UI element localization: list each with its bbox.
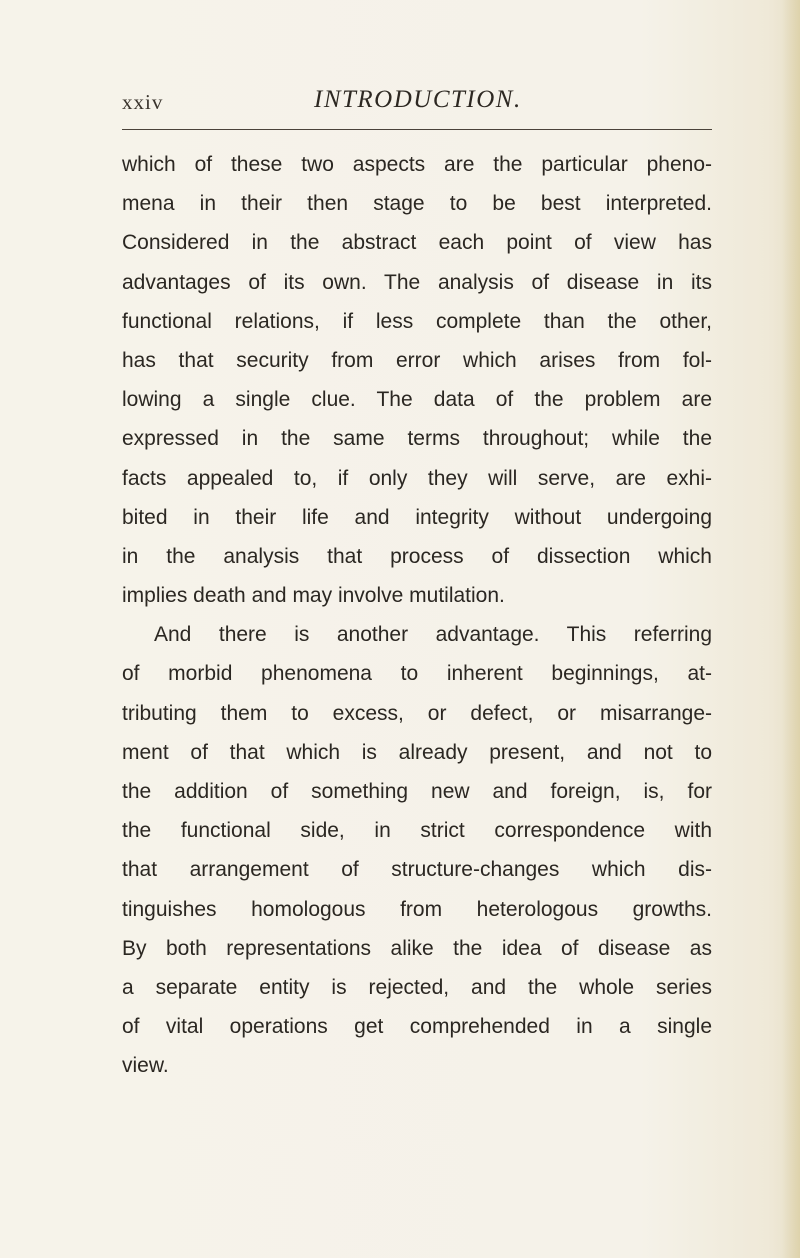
running-head-title: INTRODUCTION. xyxy=(314,86,522,113)
text-line: advantages of its own. The analysis of disease in its xyxy=(122,270,712,294)
text-line: bited in their life and integrity without undergoing xyxy=(122,505,712,529)
header-rule xyxy=(122,129,712,130)
running-head xyxy=(122,86,712,116)
text-line: in the analysis that process of dissection which xyxy=(122,544,712,568)
text-line: functional relations, if less complete than the other, xyxy=(122,309,712,333)
text-line: Considered in the abstract each point of view has xyxy=(122,231,712,255)
text-line: tributing them to excess, or defect, or misarrange- xyxy=(122,701,712,725)
text-line: the addition of something new and foreign, is, for xyxy=(122,780,712,803)
paragraph xyxy=(122,615,712,1085)
text-line: expressed in the same terms throughout; while the xyxy=(122,427,712,451)
text-line: tinguishes homologous from heterologous growths. xyxy=(122,897,712,921)
text-line: view. xyxy=(122,1054,169,1078)
page-edge-discoloration xyxy=(782,0,800,1258)
text-line: And there is another advantage. This referring xyxy=(154,623,712,647)
text-line: has that security from error which arises from fol- xyxy=(122,348,712,372)
text-line: lowing a single clue. The data of the problem are xyxy=(122,388,712,412)
text-line: which of these two aspects are the particular pheno- xyxy=(122,153,712,176)
paragraph xyxy=(122,145,712,615)
text-line: ment of that which is already present, and not to xyxy=(122,740,712,764)
text-line: of morbid phenomena to inherent beginnings, at- xyxy=(122,662,712,686)
text-line: that arrangement of structure-changes which dis- xyxy=(122,858,712,882)
text-line: mena in their then stage to be best interpreted. xyxy=(122,192,712,216)
text-line: of vital operations get comprehended in a single xyxy=(122,1015,712,1039)
body-text xyxy=(122,145,712,1086)
text-line: facts appealed to, if only they will serve, are exhi- xyxy=(122,466,712,490)
text-line: the functional side, in strict correspondence with xyxy=(122,819,712,843)
text-line: implies death and may involve mutilation. xyxy=(122,584,505,608)
text-line: a separate entity is rejected, and the whole series xyxy=(122,975,712,999)
page-number: xxiv xyxy=(122,90,164,114)
text-line: By both representations alike the idea of disease as xyxy=(122,936,712,960)
